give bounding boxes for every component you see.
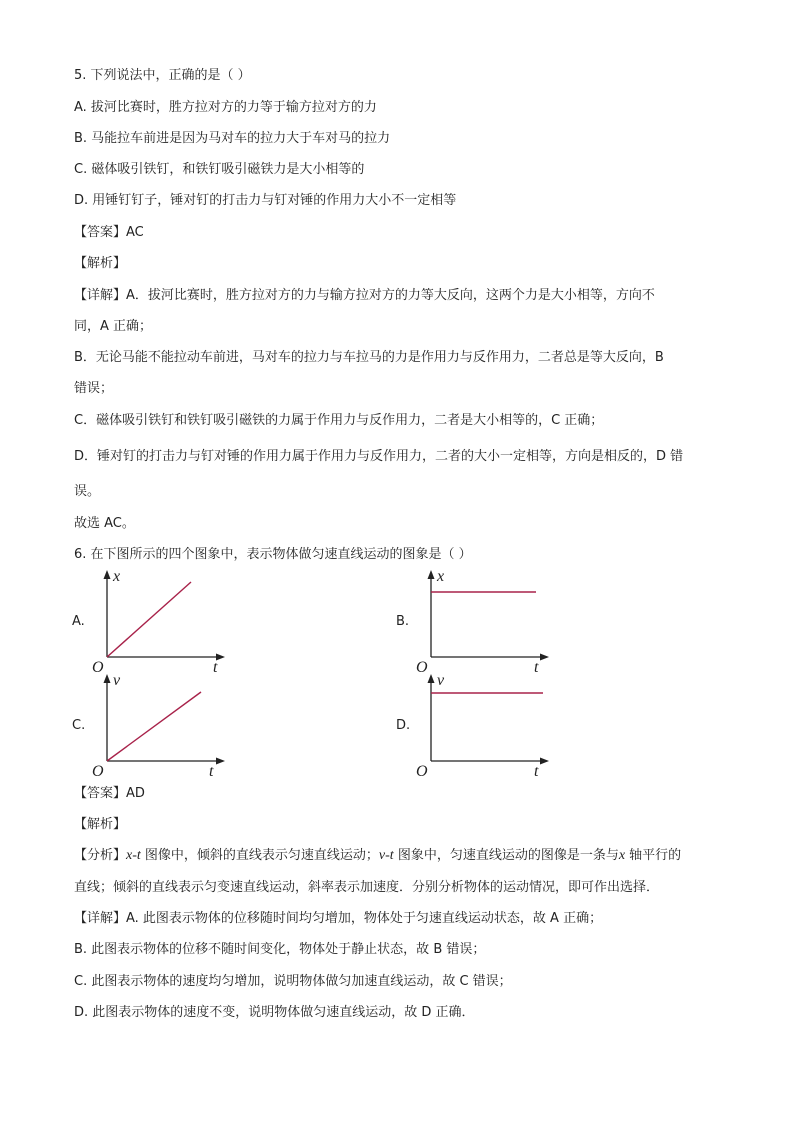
graph-a-y-label: x (113, 568, 121, 585)
question-5-detail-line-1: 【详解】A．拔河比赛时，胜方拉对方的力与输方拉对方的力等大反向，这两个力是大小相等，方向不 (74, 288, 655, 303)
fenxi-text-1: 图像中，倾斜的直线表示匀速直线运动； (140, 848, 379, 863)
question-6-analysis-label: 【解析】 (74, 817, 127, 832)
graph-b-y-arrow-icon (428, 570, 435, 579)
graph-c-y-arrow-icon (104, 674, 111, 683)
question-6-stem: 6. 在下图所示的四个图象中，表示物体做匀速直线运动的图象是（ ） (74, 547, 472, 562)
question-6-fenxi-line-1 (74, 848, 681, 864)
graph-a-option-label: A. (72, 614, 85, 629)
graph-a (90, 568, 230, 682)
graph-d-option-label: D. (396, 718, 411, 733)
graph-c-x-label: t (209, 763, 214, 780)
question-5-detail-line-4: 错误； (74, 381, 114, 396)
graph-d-x-label: t (534, 763, 539, 780)
question-6-detail-line-3: C. 此图表示物体的速度均匀增加，说明物体做匀加速直线运动，故 C 错误； (74, 974, 512, 989)
graph-b-x-arrow-icon (540, 654, 549, 661)
fenxi-vt-term: v-t (378, 848, 394, 863)
graph-d-y-arrow-icon (428, 674, 435, 683)
graph-c-option-label: C. (72, 718, 86, 733)
fenxi-x-term: x (618, 848, 626, 863)
graph-b-origin-label: O (416, 659, 428, 676)
graph-b-x-label: t (534, 659, 539, 676)
graph-d-x-arrow-icon (540, 758, 549, 765)
question-5-conclusion: 故选 AC。 (74, 516, 135, 531)
graph-c-origin-label: O (92, 763, 104, 780)
graph-b (414, 568, 554, 682)
graph-a-svg (90, 568, 230, 678)
graph-d (414, 672, 554, 786)
question-5-detail-line-7: 误。 (74, 484, 101, 499)
graph-c-svg (90, 672, 230, 782)
question-5-detail-line-2: 同，A 正确； (74, 319, 153, 334)
fenxi-text-3: 轴平行的 (625, 848, 682, 863)
graph-b-y-label: x (437, 568, 445, 585)
question-5-option-b: B. 马能拉车前进是因为马对车的拉力大于车对马的拉力 (74, 131, 391, 146)
question-6-detail-line-2: B. 此图表示物体的位移不随时间变化，物体处于静止状态，故 B 错误； (74, 942, 486, 957)
question-5-option-a: A. 拔河比赛时，胜方拉对方的力等于输方拉对方的力 (74, 100, 377, 115)
question-6-answer: 【答案】AD (74, 786, 145, 801)
graph-a-y-arrow-icon (104, 570, 111, 579)
question-5-stem: 5. 下列说法中，正确的是（ ） (74, 68, 251, 83)
graph-b-option-label: B. (396, 614, 410, 629)
question-5-option-d: D. 用锤钉钉子，锤对钉的打击力与钉对锤的作用力大小不一定相等 (74, 193, 457, 208)
graph-a-origin-label: O (92, 659, 104, 676)
question-6-detail-line-1: 【详解】A. 此图表示物体的位移随时间均匀增加，物体处于匀速直线运动状态，故 A 正确； (74, 911, 603, 926)
graph-d-y-label: v (437, 672, 445, 689)
question-5-detail-line-3: B．无论马能不能拉动车前进，马对车的拉力与车拉马的力是作用力与反作用力，二者总是等大反向，B (74, 350, 664, 365)
graph-c-x-arrow-icon (216, 758, 225, 765)
fenxi-xt-term: x-t (126, 848, 141, 863)
question-5-detail-line-6: D．锤对钉的打击力与钉对锤的作用力属于作用力与反作用力，二者的大小一定相等，方向是相反的，D 错 (74, 449, 684, 464)
graph-a-plot-line (107, 582, 191, 657)
graph-d-svg (414, 672, 554, 782)
graph-c-y-label: v (113, 672, 121, 689)
question-6-fenxi-line-2: 直线；倾斜的直线表示匀变速直线运动，斜率表示加速度．分别分析物体的运动情况，即可作出选择． (74, 880, 660, 895)
question-5-detail-line-5: C．磁体吸引铁钉和铁钉吸引磁铁的力属于作用力与反作用力，二者是大小相等的，C 正确； (74, 413, 604, 428)
fenxi-text-2: 图象中，匀速直线运动的图像是一条与 (393, 848, 619, 863)
graph-c (90, 672, 230, 786)
question-5-option-c: C. 磁体吸引铁钉，和铁钉吸引磁铁力是大小相等的 (74, 162, 365, 177)
graph-c-plot-line (107, 692, 201, 761)
fenxi-prefix: 【分析】 (74, 848, 127, 863)
question-5-analysis-label: 【解析】 (74, 256, 127, 271)
question-6-detail-line-4: D. 此图表示物体的速度不变，说明物体做匀速直线运动，故 D 正确． (74, 1005, 475, 1020)
graph-b-svg (414, 568, 554, 678)
graph-d-origin-label: O (416, 763, 428, 780)
question-5-answer: 【答案】AC (74, 225, 144, 240)
graph-a-x-label: t (213, 659, 218, 676)
